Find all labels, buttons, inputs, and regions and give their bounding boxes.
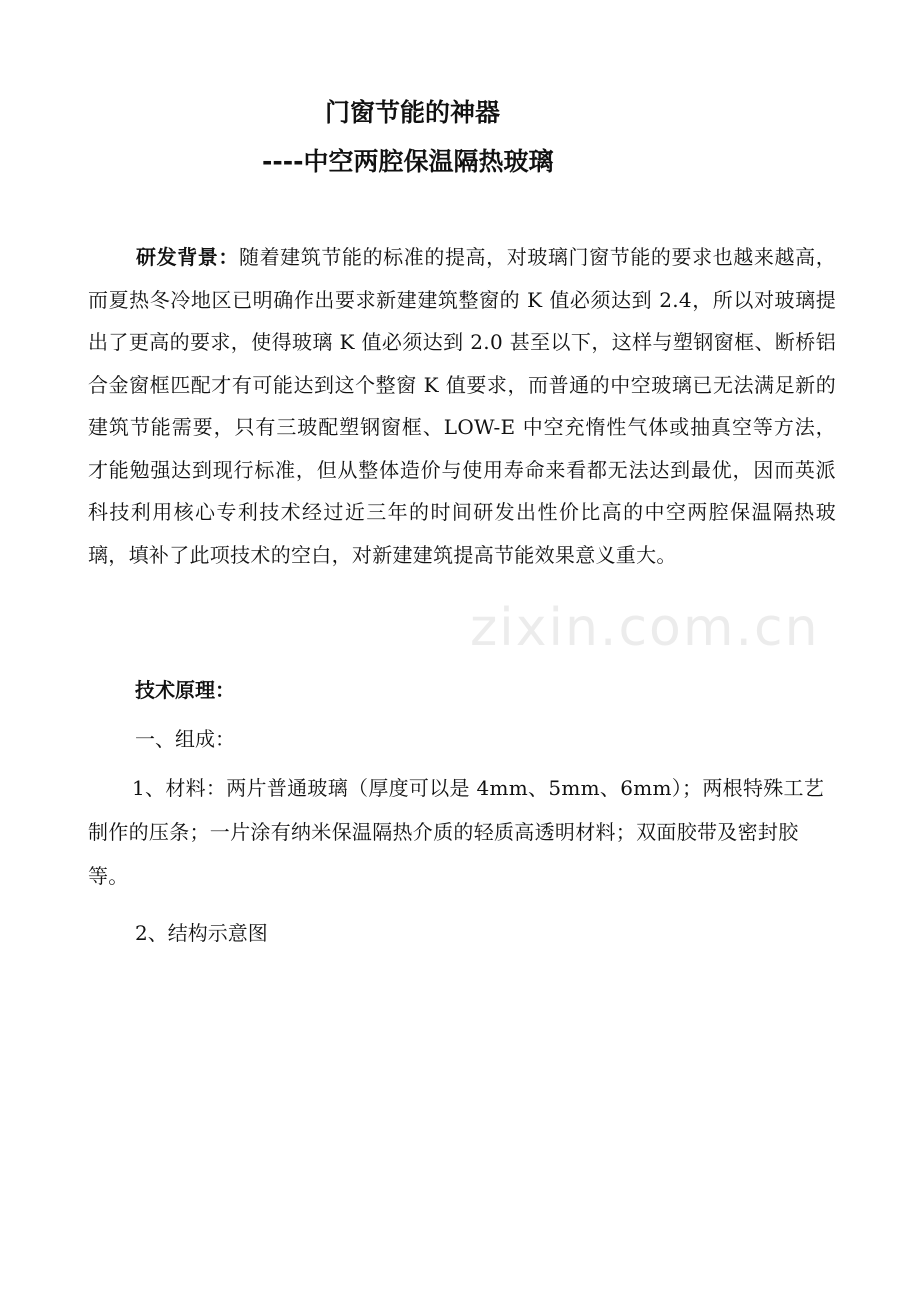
structure-diagram-heading: 2、结构示意图 [135,921,268,945]
background-text: 随着建筑节能的标准的提高，对玻璃门窗节能的要求也越来越高，而夏热冬冷地区已明确作出要求新建建筑整窗的 K 值必须达到 2.4，所以对玻璃提出了更高的要求，使得玻璃 K 值必须达到 2.0 甚至以下，这样与塑钢窗框、断桥铝合金窗框匹配才有可能达到这个整窗 K 值要求，而普通的中空玻璃已无法满足新的建筑节能需要，只有三玻配塑钢窗框、LOW-E 中空充惰性气体或抽真空等方法，才能勉强达到现行标准，但从整体造价与使用寿命来看都无法达到最优，因而英派科技利用核心专利技术经过近三年的时间研发出性价比高的中空两腔保温隔热玻璃，填补了此项技术的空白，对新建建筑提高节能效果意义重大。 [88,245,836,567]
principle-heading: 技术原理： [135,678,235,702]
background-label: 研发背景： [136,245,239,269]
background-paragraph [88,236,836,576]
document-subtitle: ----中空两腔保温隔热玻璃 [262,147,554,176]
materials-paragraph: 1、材料：两片普通玻璃（厚度可以是 4mm、5mm、6mm）；两根特殊工艺制作的压条；一片涂有纳米保温隔热介质的轻质高透明材料；双面胶带及密封胶等。 [88,776,825,888]
watermark: zixin.com.cn [470,598,820,658]
document-title: 门窗节能的神器 [325,98,501,127]
composition-heading: 一、组成： [135,727,235,751]
